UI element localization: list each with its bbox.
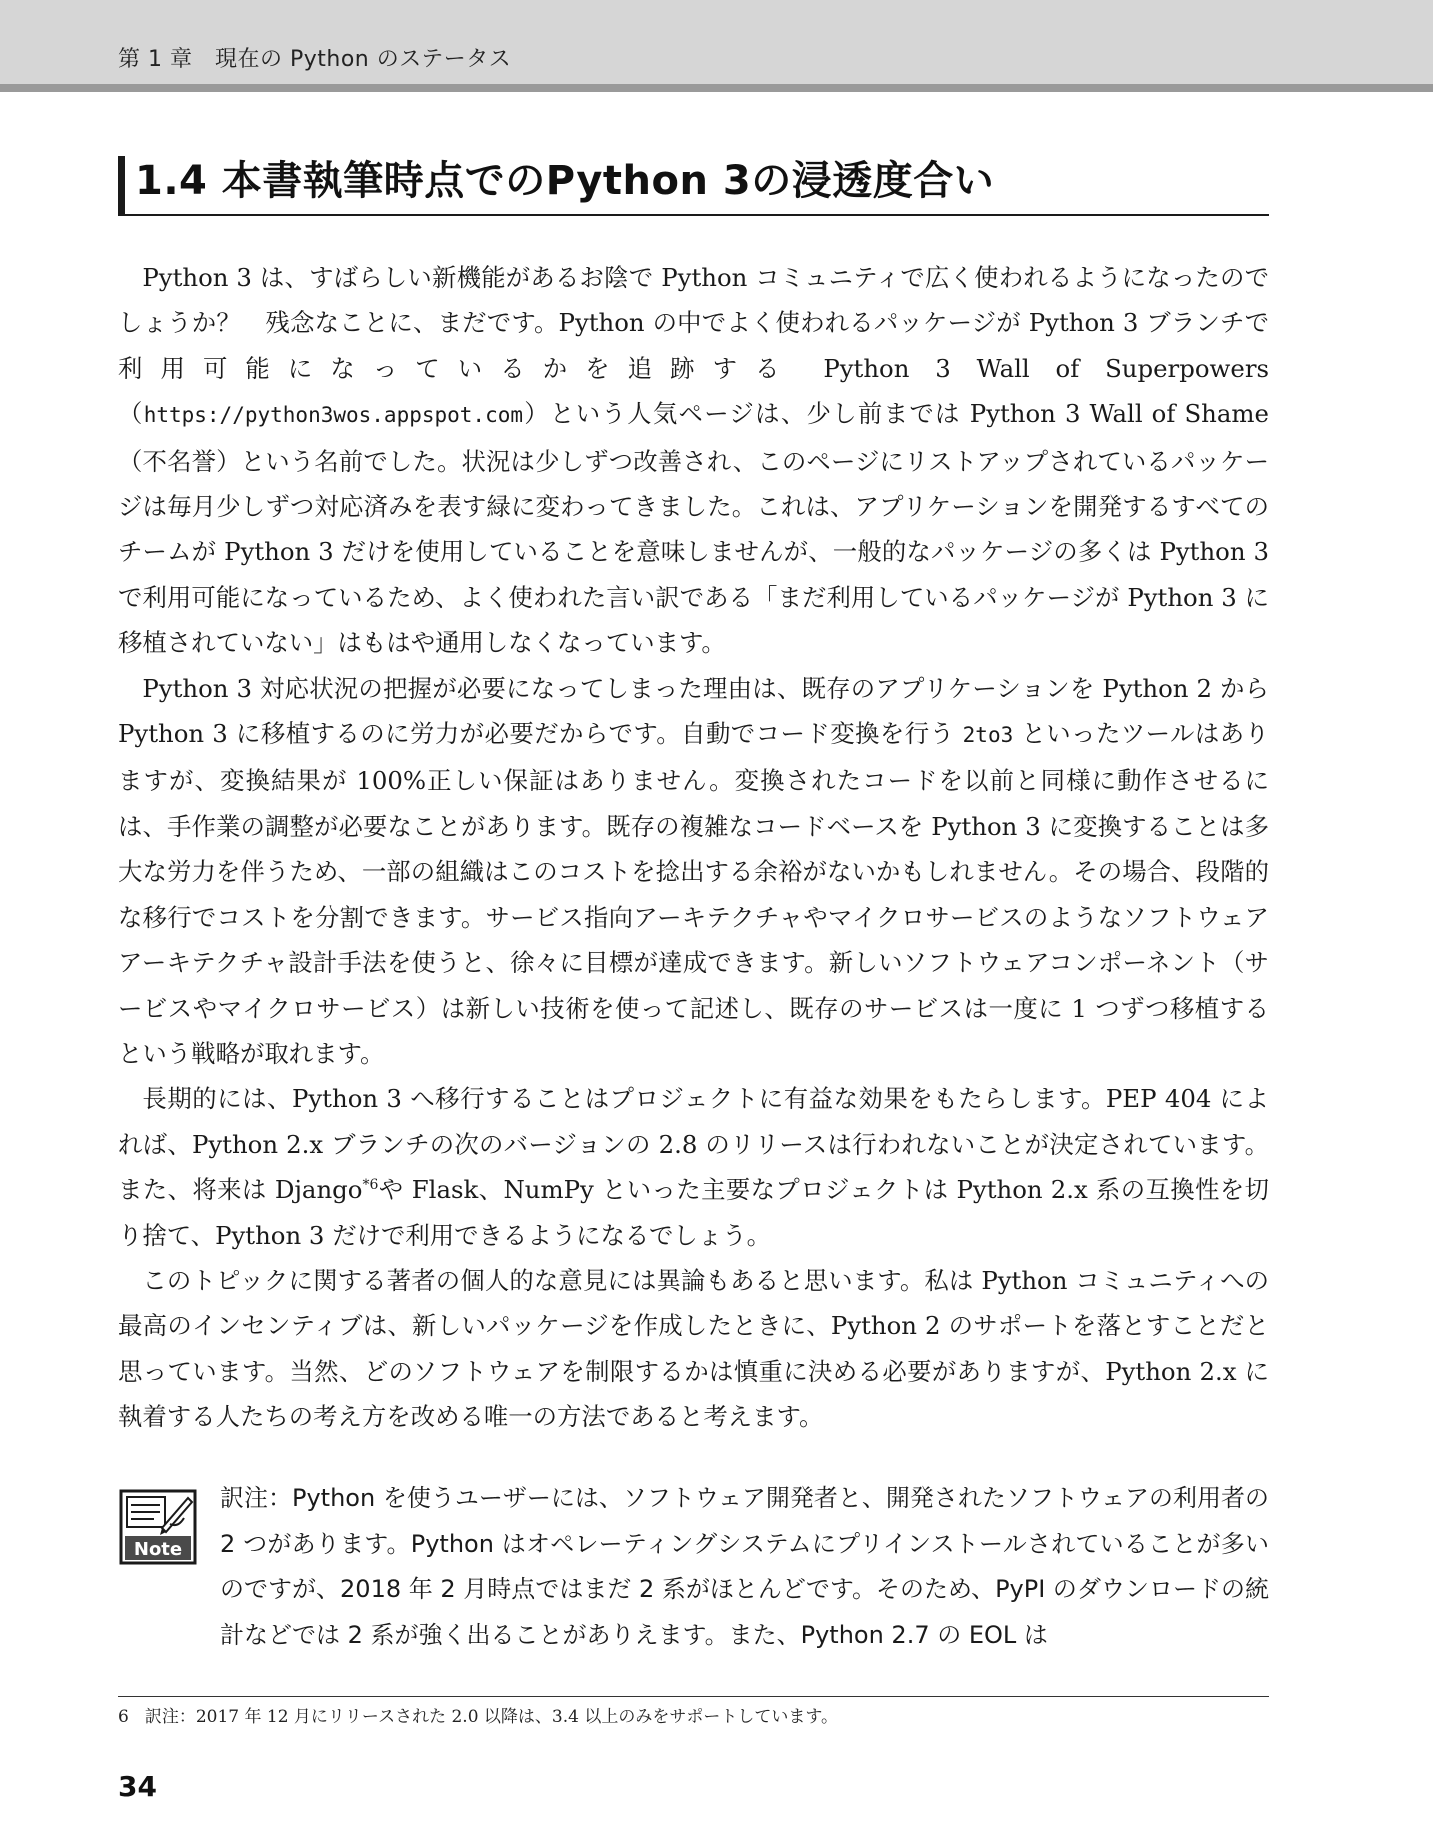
wall-of-superpowers-url: https://python3wos.appspot.com [143, 403, 523, 428]
paragraph-2-part-b: といったツールはありますが、変換結果が 100%正しい保証はありません。変換されたコードを以前と同様に動作させるには、手作業の調整が必要なことがあります。既存の複雑なコードベースを Python 3 に変換することは多大な労力を伴うため、一部の組織はこのコストを捻出する余裕がないかもしれません。その場合、段階的な移行でコストを分割できます。サービス指向アーキテクチャやマイクロサービスのようなソフトウェアアーキテクチャ設計手法を使うと、徐々に目標が達成できます。新しいソフトウェアコンポーネント（サービスやマイクロサービス）は新しい技術を使って記述し、既存のサービスは一度に 1 つずつ移植するという戦略が取れます。 [118, 719, 1269, 1068]
section-heading-text: 1.4 本書執筆時点でのPython 3の浸透度合い [135, 158, 995, 204]
running-header [0, 0, 1433, 92]
paragraph-1-part-b: ）という人気ページは、少し前までは Python 3 Wall of Shame（不名誉）という名前でした。状況は少しずつ改善され、このページにリストアップされているパッケージは毎月少しずつ対応済みを表す緑に変わってきました。これは、アプリケーションを開発するすべてのチームが Python 3 だけを使用していることを意味しませんが、一般的なパッケージの多くは Python 3 で利用可能になっているため、よく使われた言い訳である「まだ利用しているパッケージが Python 3 に移植されていない」はもはや通用しなくなっています。 [118, 399, 1269, 658]
footnote [118, 1704, 1269, 1730]
inline-code-2to3: 2to3 [962, 723, 1014, 748]
note-icon [118, 1488, 198, 1566]
running-header-text: 第 1 章 現在の Python のステータス [118, 47, 512, 72]
paragraph-2-part-a: Python 3 対応状況の把握が必要になってしまった理由は、既存のアプリケーションを Python 2 から Python 3 に移植するのに労力が必要だからです。自動でコード変換を行う [118, 673, 1269, 749]
paragraph-4: このトピックに関する著者の個人的な意見には異論もあると思います。私は Python コミュニティへの最高のインセンティブは、新しいパッケージを作成したときに、Python 2 のサポートを落とすことだと思っています。当然、どのソフトウェアを制限するかは慎重に決める必要がありますが、Python 2.x に執着する人たちの考え方を改める唯一の方法であると考えます。 [118, 1265, 1269, 1432]
page-number: 34 [118, 1770, 157, 1803]
note-icon-label: Note [133, 1539, 183, 1560]
paragraph-1-part-a: Python 3 は、すばらしい新機能があるお陰で Python コミュニティで広く使われるようになったのでしょうか？ 残念なことに、まだです。Python の中でよく使われるパッケージが Python 3 ブランチで利用可能になっているかを追跡する Python 3 Wall of Superpowers（ [118, 263, 1269, 429]
paragraph-3-part-a: 長期的には、Python 3 へ移行することはプロジェクトに有益な効果をもたらします。PEP 404 によれば、Python 2.x ブランチの次のバージョンの 2.8 のリリースは行われないことが決定されています。また、将来は Django [118, 1084, 1269, 1205]
footnote-reference: *6 [362, 1177, 379, 1193]
body-text [118, 255, 1269, 1440]
note-text: 訳注：Python を使うユーザーには、ソフトウェア開発者と、開発されたソフトウェアの利用者の 2 つがあります。Python はオペレーティングシステムにプリインストールされていることが多いのですが、2018 年 2 月時点ではまだ 2 系がほとんどです。そのため、PyPI のダウンロードの統計などでは 2 系が強く出ることがありえます。また、Python 2.7 の EOL は [220, 1484, 1269, 1649]
paragraph-3-part-b: や Flask、NumPy といった主要なプロジェクトは Python 2.x 系の互換性を切り捨て、Python 3 だけで利用できるようになるでしょう。 [118, 1175, 1269, 1250]
footnote-rule [118, 1696, 1269, 1697]
footnote-text: 訳注：2017 年 12 月にリリースされた 2.0 以降は、3.4 以上のみをサポートしています。 [144, 1707, 839, 1727]
section-heading [118, 156, 1269, 216]
paragraph-3 [118, 1076, 1269, 1258]
paragraph-2 [118, 666, 1269, 1077]
paragraph-1 [118, 255, 1269, 666]
footnote-number: 6 [118, 1707, 129, 1727]
